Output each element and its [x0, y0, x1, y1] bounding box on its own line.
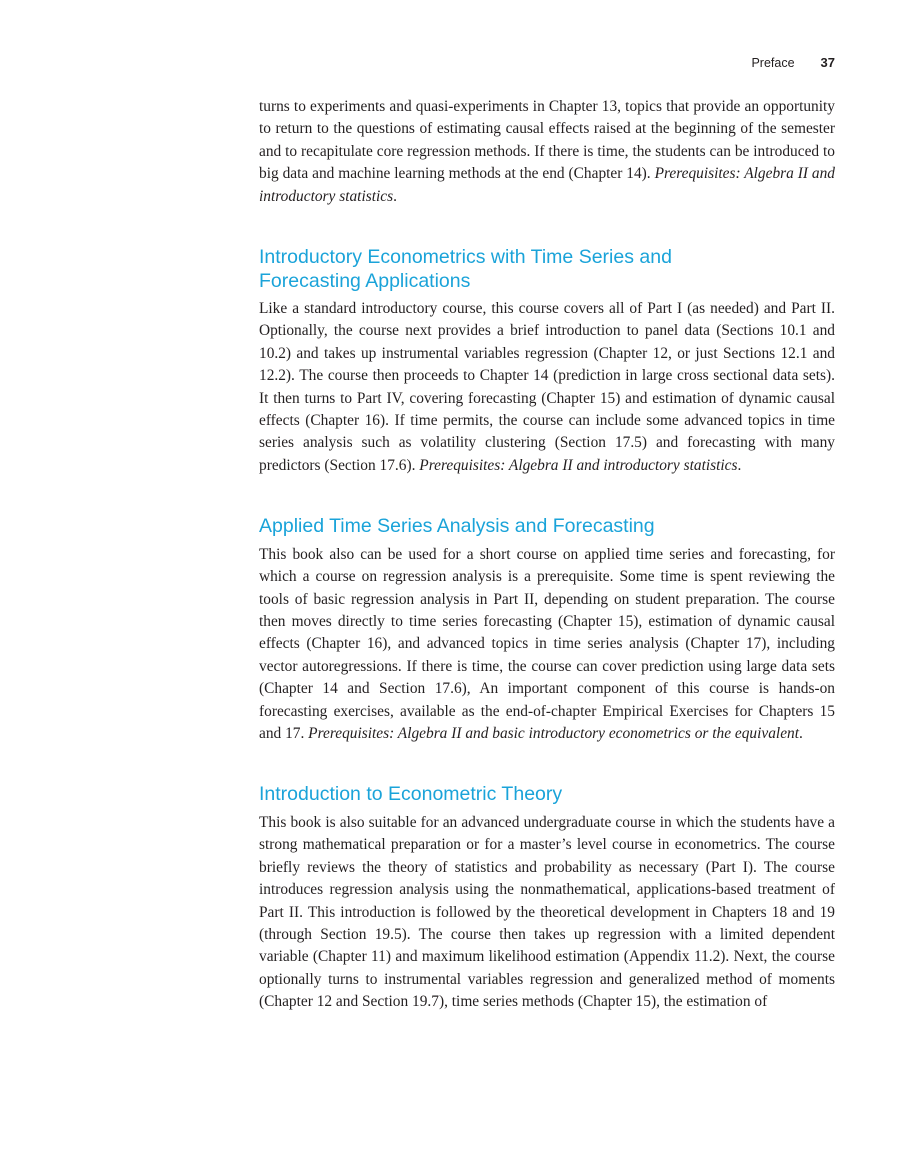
heading-time-series-forecasting-applications: Introductory Econometrics with Time Series and Forecasting Applications	[259, 246, 672, 292]
prerequisites-note: Prerequisites: Algebra II and introductory statistics	[419, 456, 738, 474]
running-head	[259, 55, 835, 73]
paragraph-continued: turns to experiments and quasi-experiments in Chapter 13, topics that provide an opportunity to return to the questions of estimating causal effects raised at the beginning of the semester and to recapitulate core regression methods. If there is time, the students can be introduced to big data and machine learning methods at the end (Chapter 14). Prerequisites: Algebra II and introductory statistics.	[259, 98, 835, 205]
paragraph-econometric-theory: This book is also suitable for an advanced undergraduate course in which the students have a strong mathematical preparation or for a master’s level course in econometrics. The course briefly reviews the theory of statistics and probability as necessary (Part I). The course introduces regression analysis using the nonmathematical, applications-based treatment of Part II. This introduction is followed by the theoretical development in Chapters 18 and 19 (through Section 19.5). The course then takes up regression with a limited dependent variable (Chapter 11) and maximum likelihood estimation (Appendix 11.2). Next, the course optionally turns to instrumental variables regression and generalized method of moments (Chapter 12 and Section 19.7), time series methods (Chapter 15), the estimation of	[259, 813, 835, 1011]
paragraph-time-series-course: Like a standard introductory course, this course covers all of Part I (as needed) and Part II. Optionally, the course next provides a brief introduction to panel data (Sections 10.1 and 10.2) and takes up instrumental variables regression (Chapter 12, or just Sections 12.1 and 12.2). The course then proceeds to Chapter 14 (prediction in large cross sectional data sets). It then turns to Part IV, covering forecasting (Chapter 15) and estimation of dynamic causal effects (Chapter 16). If time permits, the course can include some advanced topics in time series analysis such as volatility clustering (Section 17.5) and forecasting with many predictors (Section 17.6). Prerequisites: Algebra II and introductory statistics.	[259, 300, 835, 474]
paragraph-applied-time-series: This book also can be used for a short course on applied time series and forecasting, for which a course on regression analysis is a prerequisite. Some time is spent reviewing the tools of basic regression analysis in Part II, depending on student preparation. The course then moves directly to time series forecasting (Chapter 15), estimation of dynamic causal effects (Chapter 16), and advanced topics in time series analysis (Chapter 17), including vector autoregressions. If there is time, the course can cover prediction using large data sets (Chapter 14 and Section 17.6), An important component of this course is hands-on forecasting exercises, available as the end-of-chapter Empirical Exercises for Chapters 15 and 17. Prerequisites: Algebra II and basic introductory econometrics or the equivalent.	[259, 545, 835, 743]
heading-econometric-theory: Introduction to Econometric Theory	[259, 783, 563, 806]
heading-applied-time-series: Applied Time Series Analysis and Forecasting	[259, 515, 655, 538]
body-text	[259, 96, 835, 1014]
page-number: 37	[820, 55, 835, 70]
running-head-section: Preface	[751, 56, 795, 70]
prerequisites-note: Prerequisites: Algebra II and introductory statistics	[259, 165, 835, 205]
prerequisites-note: Prerequisites: Algebra II and basic introductory econometrics or the equivalent	[308, 725, 800, 743]
